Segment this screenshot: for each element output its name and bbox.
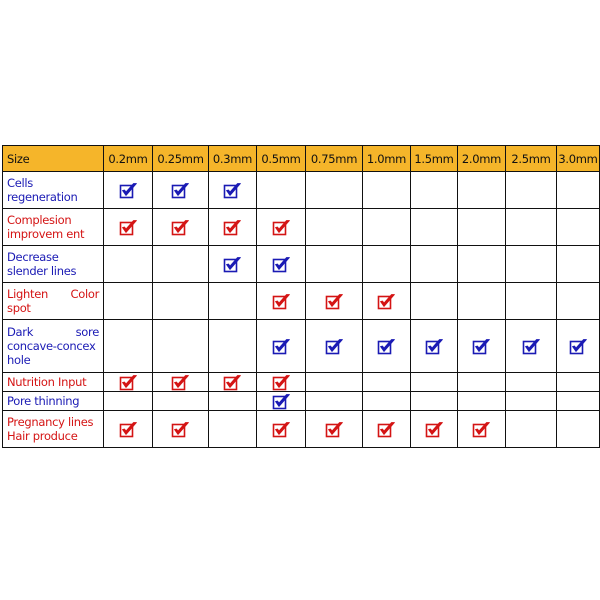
red-checkmark-icon (223, 219, 242, 236)
header-0-3mm: 0.3mm (209, 146, 257, 172)
blue-checkmark-icon (171, 182, 190, 199)
header-1-0mm: 1.0mm (363, 146, 411, 172)
blue-checkmark-icon (377, 338, 396, 355)
table-cell (363, 246, 411, 283)
row-label-decrease-slender-lines: Decrease slender lines (3, 246, 104, 283)
table-cell (557, 246, 600, 283)
size-effect-table (2, 145, 600, 448)
table-cell (411, 209, 458, 246)
blue-checkmark-icon (472, 338, 491, 355)
red-checkmark-icon (119, 374, 138, 391)
row-label-nutrition-input: Nutrition Input (3, 373, 104, 392)
red-checkmark-icon (472, 421, 491, 438)
table-cell (557, 283, 600, 320)
red-checkmark-icon (171, 219, 190, 236)
table-cell (506, 392, 557, 411)
table-cell (411, 411, 458, 448)
table-row (3, 373, 600, 392)
header-3-0mm: 3.0mm (557, 146, 600, 172)
table-cell (257, 373, 306, 392)
table-cell (363, 209, 411, 246)
table-cell (306, 392, 363, 411)
table-cell (458, 209, 506, 246)
header-0-5mm: 0.5mm (257, 146, 306, 172)
red-checkmark-icon (171, 421, 190, 438)
red-checkmark-icon (377, 421, 396, 438)
table-row (3, 320, 600, 373)
table-cell (411, 320, 458, 373)
table-cell (104, 392, 153, 411)
header-0-75mm: 0.75mm (306, 146, 363, 172)
table-cell (153, 283, 209, 320)
table-cell (557, 172, 600, 209)
table-row (3, 209, 600, 246)
blue-checkmark-icon (272, 338, 291, 355)
table-cell (458, 320, 506, 373)
table-cell (257, 320, 306, 373)
table-cell (557, 392, 600, 411)
table-cell (306, 411, 363, 448)
table-cell (458, 172, 506, 209)
red-checkmark-icon (272, 421, 291, 438)
table-body (3, 172, 600, 448)
table-cell (411, 283, 458, 320)
table-cell (411, 172, 458, 209)
header-row (3, 146, 600, 172)
table-cell (153, 373, 209, 392)
table-cell (411, 392, 458, 411)
table-row (3, 411, 600, 448)
blue-checkmark-icon (325, 338, 344, 355)
blue-checkmark-icon (119, 182, 138, 199)
table-cell (209, 172, 257, 209)
table-cell (306, 320, 363, 373)
header-size: Size (3, 146, 104, 172)
table-cell (104, 283, 153, 320)
table-cell (209, 209, 257, 246)
row-label-pore-thinning: Pore thinning (3, 392, 104, 411)
row-label-dark-sore-concave-concex-hole: Dark sore concave-concex hole (3, 320, 104, 373)
table-cell (209, 373, 257, 392)
table-row (3, 172, 600, 209)
row-label-cells-regeneration: Cells regeneration (3, 172, 104, 209)
blue-checkmark-icon (223, 256, 242, 273)
table-cell (209, 320, 257, 373)
red-checkmark-icon (377, 293, 396, 310)
table-cell (458, 411, 506, 448)
header-1-5mm: 1.5mm (411, 146, 458, 172)
header-2-5mm: 2.5mm (506, 146, 557, 172)
red-checkmark-icon (119, 219, 138, 236)
red-checkmark-icon (325, 293, 344, 310)
table-cell (506, 411, 557, 448)
table-cell (306, 373, 363, 392)
table-cell (104, 373, 153, 392)
header-0-25mm: 0.25mm (153, 146, 209, 172)
red-checkmark-icon (425, 421, 444, 438)
table-cell (557, 209, 600, 246)
table-cell (458, 246, 506, 283)
blue-checkmark-icon (522, 338, 541, 355)
table-cell (411, 373, 458, 392)
table-cell (363, 283, 411, 320)
table-row (3, 283, 600, 320)
table-cell (363, 411, 411, 448)
red-checkmark-icon (119, 421, 138, 438)
table-row (3, 246, 600, 283)
table-cell (153, 411, 209, 448)
table-cell (209, 411, 257, 448)
table-cell (209, 283, 257, 320)
table-cell (306, 246, 363, 283)
blue-checkmark-icon (272, 393, 291, 410)
table-cell (104, 209, 153, 246)
table-cell (363, 373, 411, 392)
table-cell (257, 411, 306, 448)
table-cell (257, 283, 306, 320)
table-cell (506, 320, 557, 373)
table-cell (209, 246, 257, 283)
red-checkmark-icon (325, 421, 344, 438)
table-cell (257, 172, 306, 209)
table-cell (104, 320, 153, 373)
table-cell (257, 246, 306, 283)
table-cell (306, 172, 363, 209)
table-cell (458, 392, 506, 411)
table-row (3, 392, 600, 411)
blue-checkmark-icon (272, 256, 291, 273)
red-checkmark-icon (272, 293, 291, 310)
table-cell (153, 246, 209, 283)
table-cell (104, 172, 153, 209)
table-cell (557, 320, 600, 373)
blue-checkmark-icon (569, 338, 588, 355)
red-checkmark-icon (223, 374, 242, 391)
table-cell (506, 246, 557, 283)
table-cell (257, 392, 306, 411)
header-0-2mm: 0.2mm (104, 146, 153, 172)
table-cell (458, 283, 506, 320)
header-2-0mm: 2.0mm (458, 146, 506, 172)
row-label-complesion-improvement: Complesion improvem ent (3, 209, 104, 246)
blue-checkmark-icon (223, 182, 242, 199)
red-checkmark-icon (171, 374, 190, 391)
table-cell (306, 209, 363, 246)
table-cell (153, 392, 209, 411)
red-checkmark-icon (272, 219, 291, 236)
table-cell (153, 209, 209, 246)
red-checkmark-icon (272, 374, 291, 391)
table-cell (306, 283, 363, 320)
table-cell (506, 172, 557, 209)
table-cell (506, 373, 557, 392)
table-cell (153, 172, 209, 209)
table-cell (363, 320, 411, 373)
table-cell (363, 392, 411, 411)
table-cell (104, 411, 153, 448)
row-label-pregnancy-lines-hair-produce: Pregnancy lines Hair produce (3, 411, 104, 448)
table-cell (104, 246, 153, 283)
table-cell (209, 392, 257, 411)
table-cell (411, 246, 458, 283)
table-cell (257, 209, 306, 246)
table-cell (363, 172, 411, 209)
table-cell (557, 411, 600, 448)
table-cell (506, 283, 557, 320)
table-cell (153, 320, 209, 373)
table-cell (458, 373, 506, 392)
table-cell (557, 373, 600, 392)
table-cell (506, 209, 557, 246)
blue-checkmark-icon (425, 338, 444, 355)
row-label-lighten-color-spot: Lighten Color spot (3, 283, 104, 320)
